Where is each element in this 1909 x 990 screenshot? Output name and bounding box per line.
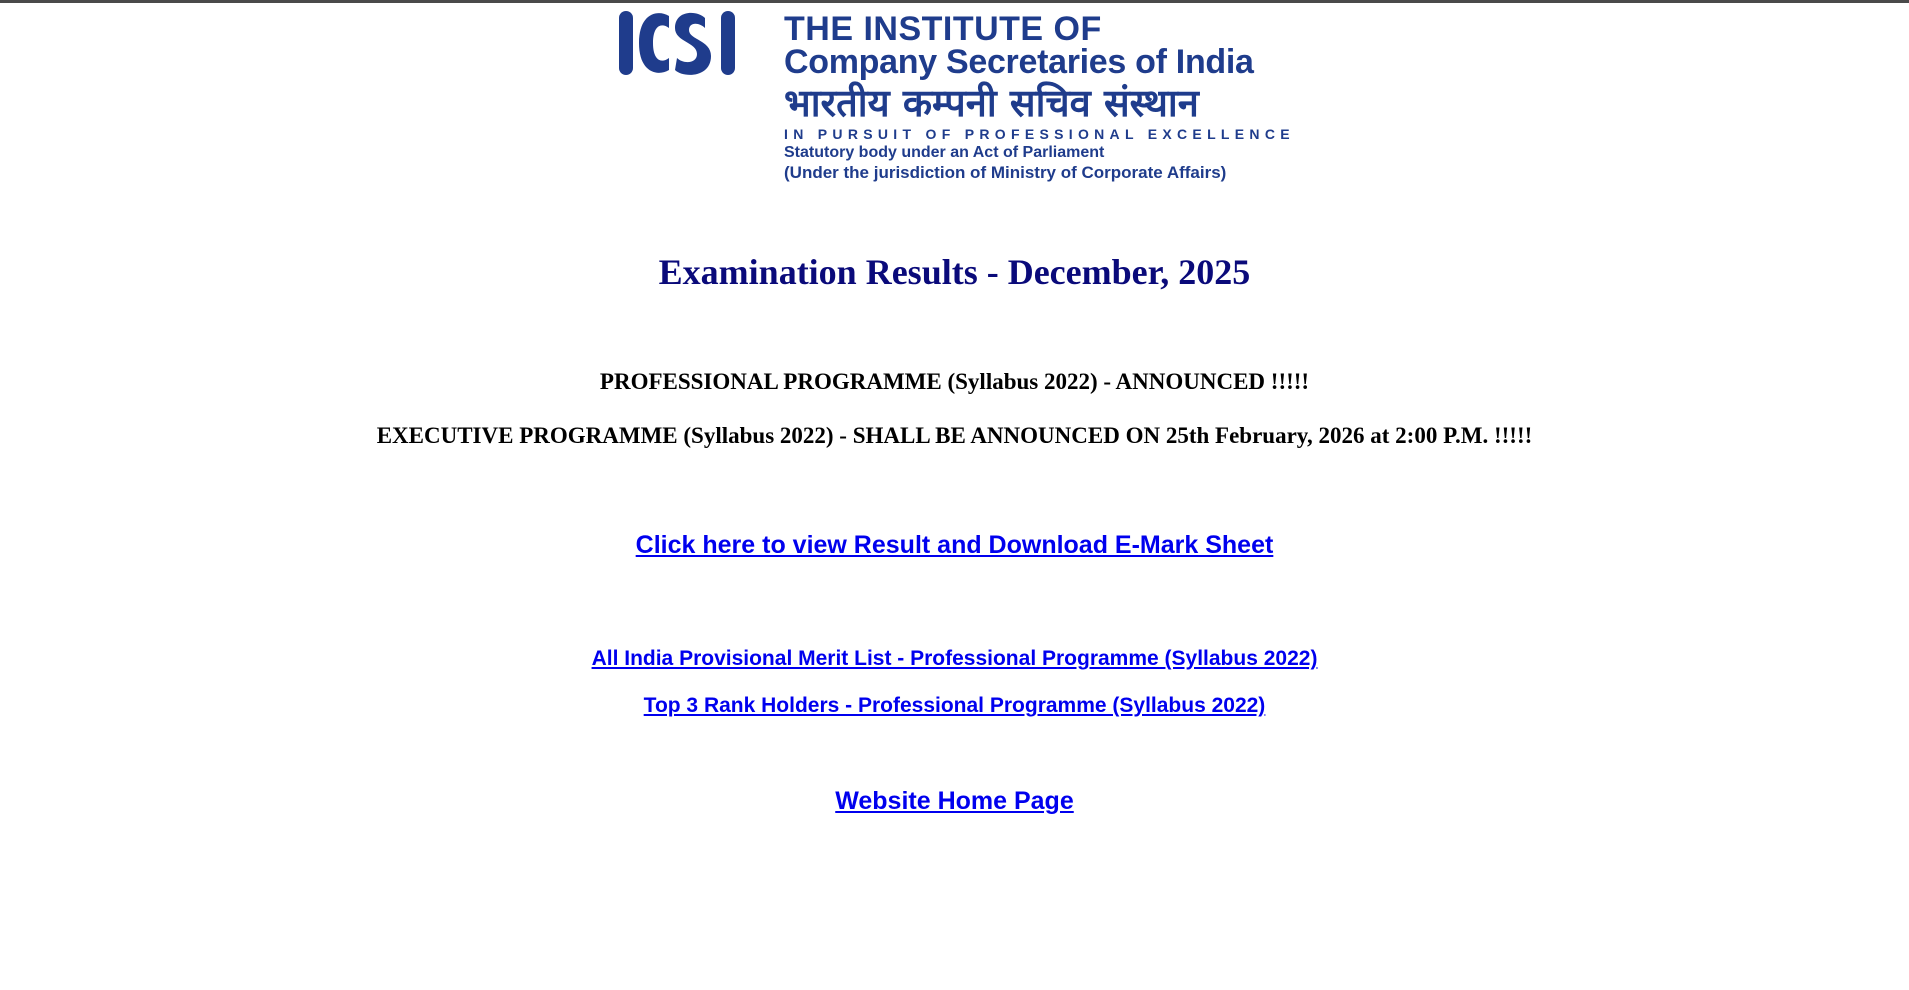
logo-company-secretaries: Company Secretaries of India <box>784 43 1254 81</box>
logo-institute-of: THE INSTITUTE OF <box>784 10 1102 48</box>
merit-list-link-row <box>0 646 1909 672</box>
page-title: Examination Results - December, 2025 <box>658 252 1251 292</box>
notice-professional-programme: PROFESSIONAL PROGRAMME (Syllabus 2022) - ANNOUNCED !!!!! <box>599 369 1310 394</box>
icsi-logo <box>617 8 1297 186</box>
logo-jurisdiction: (Under the jurisdiction of Ministry of Corporate Affairs) <box>784 163 1227 182</box>
merit-list-link[interactable]: All India Provisional Merit List - Professional Programme (Syllabus 2022) <box>591 647 1318 670</box>
logo-statutory-body: Statutory body under an Act of Parliament <box>784 144 1105 161</box>
top3-rank-holders-link[interactable]: Top 3 Rank Holders - Professional Programme (Syllabus 2022) <box>643 694 1266 717</box>
website-home-page-link[interactable]: Website Home Page <box>835 787 1074 815</box>
logo-tagline: IN PURSUIT OF PROFESSIONAL EXCELLENCE <box>784 126 1295 142</box>
home-link-row <box>0 786 1909 816</box>
top3-link-row <box>0 693 1909 719</box>
logo-hindi-name: भारतीय कम्पनी सचिव संस्थान <box>784 81 1199 125</box>
icsi-logo-mark-icon <box>617 8 745 78</box>
notice-executive-programme: EXECUTIVE PROGRAMME (Syllabus 2022) - SHALL BE ANNOUNCED ON 25th February, 2026 at 2:00 P.M. !!!!! <box>376 423 1533 448</box>
view-result-link[interactable]: Click here to view Result and Download E-Mark Sheet <box>635 531 1274 559</box>
result-link-row <box>0 530 1909 560</box>
